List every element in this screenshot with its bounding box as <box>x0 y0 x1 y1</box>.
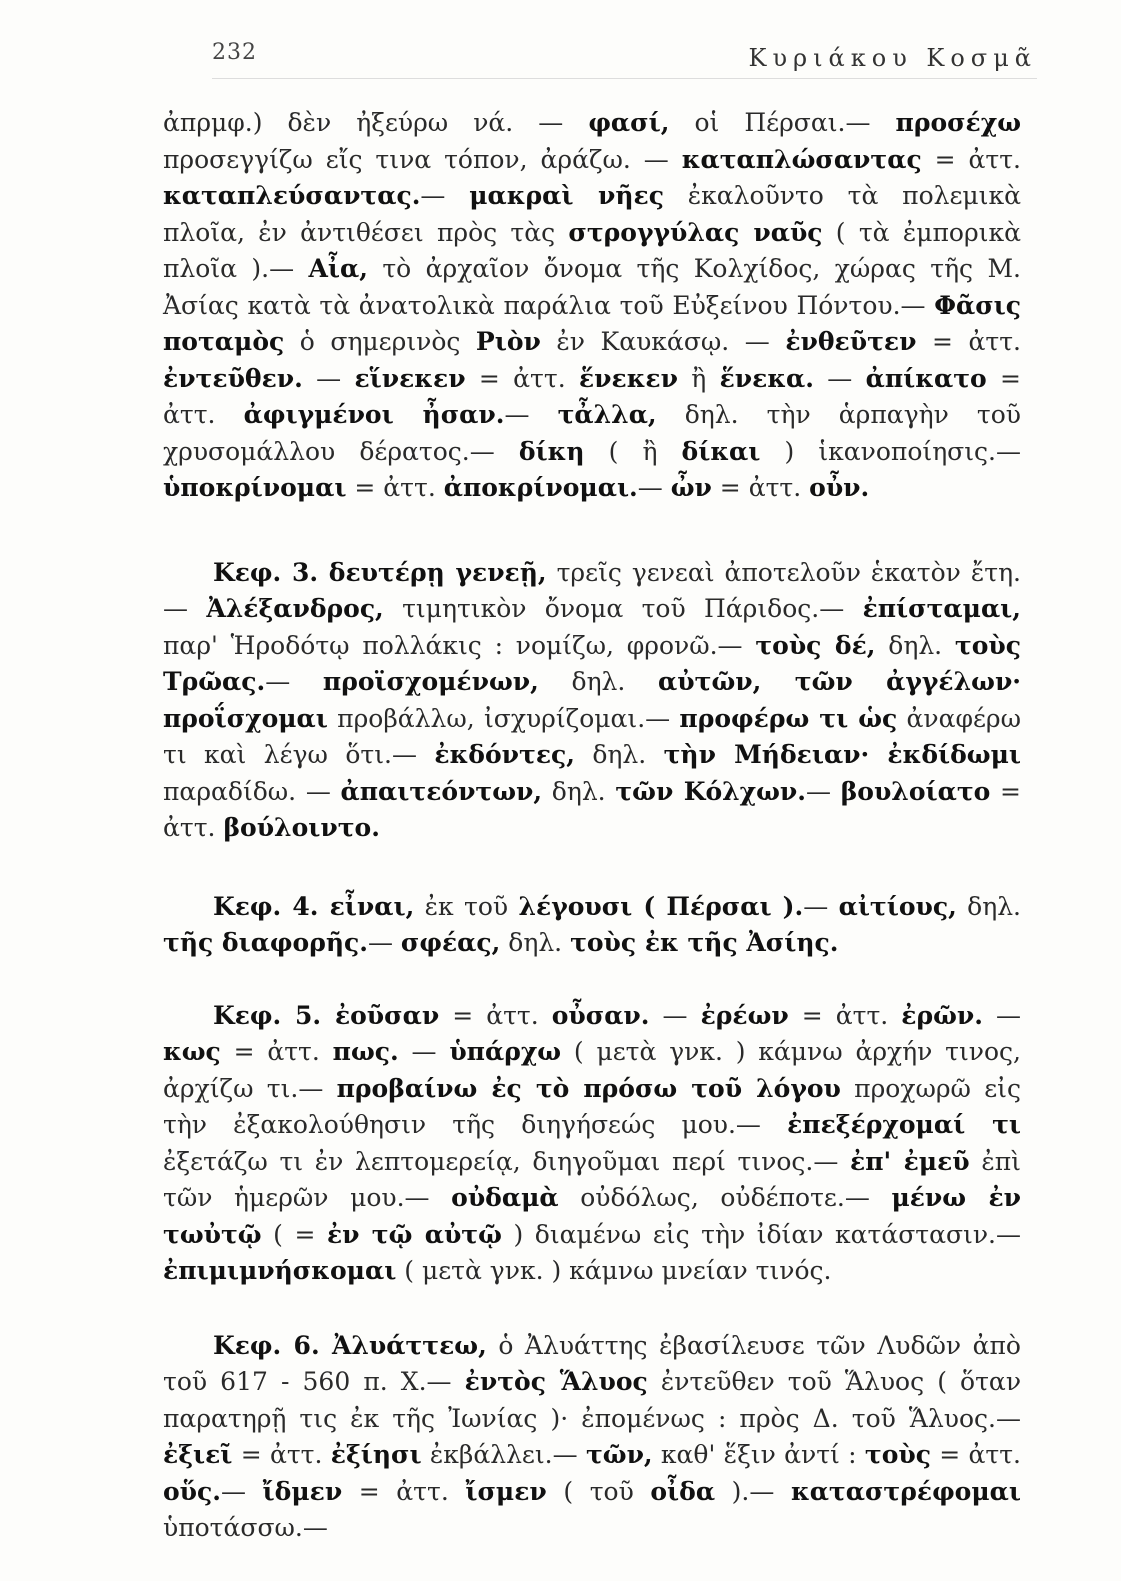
gloss-text: ( τὰ ἐμπορικὰ πλοῖα ).— <box>163 217 1021 283</box>
bold-term: καταπλώσαντας <box>681 144 922 174</box>
bold-term: ἐρέων <box>700 1000 789 1030</box>
bold-term: τὴν Μήδειαν· ἐκδίδωμι <box>663 740 1021 769</box>
bold-term: πως. <box>332 1037 399 1066</box>
gloss-text: = ἀττ. <box>921 144 1021 174</box>
gloss-text: — <box>649 1000 701 1030</box>
bold-term: οἶδα <box>650 1476 716 1506</box>
gloss-text: ) ἱκανοποίησις.— <box>760 436 1021 466</box>
gloss-text: παραδίδω. — <box>163 776 341 806</box>
gloss-text: τιμητικὸν ὄνομα τοῦ Πάριδος.— <box>383 594 863 623</box>
bold-term: τοὺς Τρῶας. <box>163 630 1021 696</box>
bold-term: προβαίνω ἐς τὸ πρόσω τοῦ λόγου <box>336 1073 841 1103</box>
gloss-text: καθ' ἕξιν ἀντί : <box>652 1440 865 1469</box>
header-rule <box>212 78 1037 79</box>
bold-term: τοὺς ἐκ τῆς Ἀσίης. <box>570 928 839 957</box>
gloss-text: παρ' Ἡροδότῳ πολλάκις : νομίζω, φρονῶ.— <box>163 630 756 660</box>
bold-term: ἐντεῦθεν. <box>163 363 303 393</box>
running-title: Κυριάκου Κοσμᾶ <box>748 44 1037 72</box>
bold-term: ὑποκρίνομαι <box>163 473 347 502</box>
gloss-text: — <box>637 473 671 502</box>
gloss-text: ) διαμένω εἰς τὴν ἰδίαν κατάστασιν.— <box>501 1219 1021 1249</box>
bold-term: δίκαι <box>681 436 761 466</box>
bold-term: τῶν, <box>585 1440 653 1469</box>
gloss-text: ὁ Ἀλυάττης ἐβασίλευσε τῶν Λυδῶν ἀπὸ τοῦ 617 - 560 π. Χ.— <box>163 1330 1021 1396</box>
bold-term: ἴσμεν <box>465 1476 547 1506</box>
gloss-text: τρεῖς γενεαὶ ἀποτελοῦν ἑκατὸν ἔτη.— <box>163 557 1021 623</box>
gloss-text: — <box>367 928 401 957</box>
bold-term: ἐνθεῦτεν <box>785 327 917 356</box>
gloss-text: ὑποτάσσω.— <box>163 1513 328 1542</box>
bold-term: καταστρέφομαι <box>790 1476 1021 1506</box>
bold-term: φασί, <box>588 108 670 137</box>
gloss-text: = ἀττ. <box>220 1037 333 1066</box>
bold-term: μένω ἐν τωὐτῷ <box>163 1183 1021 1249</box>
paragraph-chapter-4 <box>163 889 1021 962</box>
bold-term: ἀφιγμένοι ἦσαν. <box>243 400 505 429</box>
bold-term: εἶναι, <box>329 891 415 921</box>
gloss-text: ἐκ τοῦ <box>414 891 519 921</box>
gloss-text: δηλ. <box>875 630 955 660</box>
gloss-text: δηλ. <box>956 891 1021 921</box>
gloss-text: ἐντεῦθεν τοῦ Ἅλυος ( ὅταν παρατηρῇ τις ἐκ τῆς Ἰωνίας )· ἐπομένως : πρὸς Δ. τοῦ Ἅλυος.— <box>163 1367 1022 1433</box>
gloss-text: δηλ. <box>542 776 616 806</box>
gloss-text: δηλ. <box>538 667 659 696</box>
bold-term: Ἀλέξανδρος, <box>206 594 384 623</box>
gloss-text: τὸ ἀρχαῖον ὄνομα τῆς Κολχίδος, χώρας τῆς Μ. Ἀσίας κατὰ τὰ ἀνατολικὰ παράλια τοῦ Εὐξείνου Πόντου.— <box>163 254 1021 320</box>
bold-term: τοὺς δέ, <box>755 630 876 660</box>
gloss-text: — <box>302 363 355 393</box>
bold-term: ἐξιεῖ <box>163 1440 233 1469</box>
gloss-text: ἐπὶ τῶν ἡμερῶν μου.— <box>163 1146 1021 1212</box>
gloss-text: δηλ. <box>500 928 571 957</box>
gloss-text: — <box>398 1037 450 1066</box>
bold-term: κως <box>163 1037 221 1066</box>
gloss-text: δηλ. τὴν ἁρπαγὴν τοῦ χρυσομάλλου δέρατος.— <box>163 400 1021 466</box>
bold-term: ἴδμεν <box>262 1476 343 1506</box>
gloss-text: ἐξετάζω τι ἐν λεπτομερείᾳ, διηγοῦμαι περί τινος.— <box>163 1146 851 1176</box>
gloss-text: — <box>265 667 323 696</box>
gloss-text: ( ἢ <box>584 436 682 466</box>
gloss-text: — <box>420 181 470 210</box>
bold-term: σφέας, <box>400 928 501 957</box>
bold-term: προφέρω τι ὡς <box>679 703 898 733</box>
gloss-text: ἀπρμφ.) δὲν ἠξεύρω νά. — <box>163 108 589 137</box>
gloss-text: — <box>982 1000 1022 1030</box>
gloss-text: = ἀττ. <box>163 776 1021 842</box>
paragraph-chapter-6 <box>163 1328 1021 1547</box>
paragraph-intro <box>163 105 1021 507</box>
bold-term: δευτέρῃ γενεῇ, <box>328 557 547 587</box>
bold-term: αὐτῶν, τῶν ἀγγέλων· προΐσχομαι <box>163 667 1021 733</box>
bold-term: προσέχω <box>895 108 1021 137</box>
gloss-text: ).— <box>715 1476 791 1506</box>
gloss-text: ἢ <box>677 363 720 393</box>
gloss-text: = ἀττ. <box>930 1440 1021 1469</box>
gloss-text: ὁ σημερινὸς <box>284 327 476 356</box>
bold-term: ὦν <box>670 473 712 502</box>
bold-term: οὐδαμὰ <box>451 1183 559 1212</box>
bold-term: Κεφ. 6. <box>213 1330 332 1360</box>
gloss-text: = ἀττ. <box>232 1440 331 1469</box>
bold-term: Φᾶσις ποταμὸς <box>163 290 1021 356</box>
bold-term: Ἀλυάττεω, <box>331 1330 487 1360</box>
gloss-text: ( μετὰ γνκ. ) κάμνω ἀρχήν τινος, ἀρχίζω τι.— <box>163 1037 1021 1103</box>
gloss-text: ( τοῦ <box>546 1476 651 1506</box>
bold-term: ἐπεξέρχομαί τι <box>787 1110 1021 1139</box>
gloss-text: — <box>504 400 558 429</box>
bold-term: οὖσαν. <box>551 1000 650 1030</box>
gloss-text: = ἀττ. <box>465 363 579 393</box>
bold-term: ἐν τῷ αὐτῷ <box>326 1219 502 1249</box>
bold-term: ἐντὸς Ἅλυος <box>464 1367 648 1396</box>
bold-term: προϊσχομένων, <box>322 667 539 696</box>
gloss-text: — <box>814 363 866 393</box>
bold-term: βουλοίατο <box>840 776 991 806</box>
bold-term: μακραὶ νῆες <box>469 181 664 210</box>
bold-term: οὕς. <box>163 1476 221 1506</box>
bold-term: τῆς διαφορῆς. <box>163 928 368 957</box>
bold-term: ἀποκρίνομαι. <box>443 473 638 502</box>
gloss-text: = ἀττ. <box>788 1000 902 1030</box>
gloss-text: προβάλλω, ἰσχυρίζομαι.— <box>327 703 680 733</box>
bold-term: οὖν. <box>809 473 870 502</box>
gloss-text: προχωρῶ εἰς τὴν ἐξακολούθησιν τῆς διηγήσεώς μου.— <box>163 1073 1021 1139</box>
bold-term: Κεφ. 5. <box>213 1000 335 1030</box>
bold-term: ἐκδόντες, <box>434 740 575 769</box>
gloss-text: — <box>805 776 841 806</box>
bold-term: ἀπίκατο <box>865 363 987 393</box>
bold-term: ἐπ' ἐμεῦ <box>850 1146 970 1176</box>
bold-term: ἐπίσταμαι, <box>862 594 1021 623</box>
page-number: 232 <box>212 40 257 65</box>
gloss-text: = ἀττ. <box>342 1476 466 1506</box>
bold-term: λέγουσι ( Πέρσαι ). <box>518 891 804 921</box>
bold-term: Αἶα, <box>308 254 368 283</box>
bold-term: ἕνεκεν <box>578 363 678 393</box>
bold-term: ἐξίησι <box>330 1440 422 1469</box>
gloss-text: ἐκβάλλει.— <box>421 1440 586 1469</box>
bold-term: ἐρῶν. <box>901 1000 983 1030</box>
bold-term: ἐοῦσαν <box>334 1000 440 1030</box>
gloss-text: — <box>220 1476 263 1506</box>
gloss-text: = ἀττ. <box>346 473 444 502</box>
paragraph-chapter-3 <box>163 555 1021 847</box>
bold-term: ἕνεκα. <box>719 363 814 393</box>
bold-term: τἆλλα, <box>557 400 657 429</box>
bold-term: ἐπιμιμνήσκομαι <box>163 1256 397 1285</box>
bold-term: ἀπαιτεόντων, <box>340 776 543 806</box>
bold-term: αἰτίους, <box>838 891 957 921</box>
bold-term: Κεφ. 3. <box>213 557 329 587</box>
gloss-text: ( = <box>261 1219 327 1249</box>
bold-term: εἵνεκεν <box>354 363 466 393</box>
bold-term: Κεφ. 4. <box>213 891 330 921</box>
gloss-text: = ἀττ. <box>439 1000 552 1030</box>
gloss-text: προσεγγίζω εἴς τινα τόπον, ἀράζω. — <box>163 144 682 174</box>
bold-term: Ριὸν <box>475 327 541 356</box>
gloss-text: ἐκαλοῦντο τὰ πολεμικὰ πλοῖα, ἐν ἀντιθέσει πρὸς τὰς <box>163 181 1021 247</box>
bold-term: τοὺς <box>864 1440 931 1469</box>
bold-term: καταπλεύσαντας. <box>163 181 421 210</box>
gloss-text: = ἀττ. <box>711 473 810 502</box>
gloss-text: ἀναφέρω τι καὶ λέγω ὅτι.— <box>163 703 1021 769</box>
gloss-text: δηλ. <box>574 740 664 769</box>
bold-term: στρογγύλας ναῦς <box>568 217 823 247</box>
bold-term: ὑπάρχω <box>449 1037 562 1066</box>
gloss-text: ( μετὰ γνκ. ) κάμνω μνείαν τινός. <box>396 1256 832 1285</box>
paragraph-chapter-5 <box>163 998 1021 1290</box>
page-body <box>163 105 1021 1581</box>
bold-term: δίκη <box>518 436 585 466</box>
gloss-text: = ἀττ. <box>163 363 1021 429</box>
bold-term: βούλοιντο. <box>223 813 380 842</box>
gloss-text: οἱ Πέρσαι.— <box>669 108 896 137</box>
gloss-text: — <box>803 891 839 921</box>
gloss-text: = ἀττ. <box>916 327 1021 356</box>
gloss-text: οὐδόλως, οὐδέποτε.— <box>558 1183 892 1212</box>
gloss-text: ἐν Καυκάσῳ. — <box>540 327 786 356</box>
bold-term: τῶν Κόλχων. <box>615 776 806 806</box>
